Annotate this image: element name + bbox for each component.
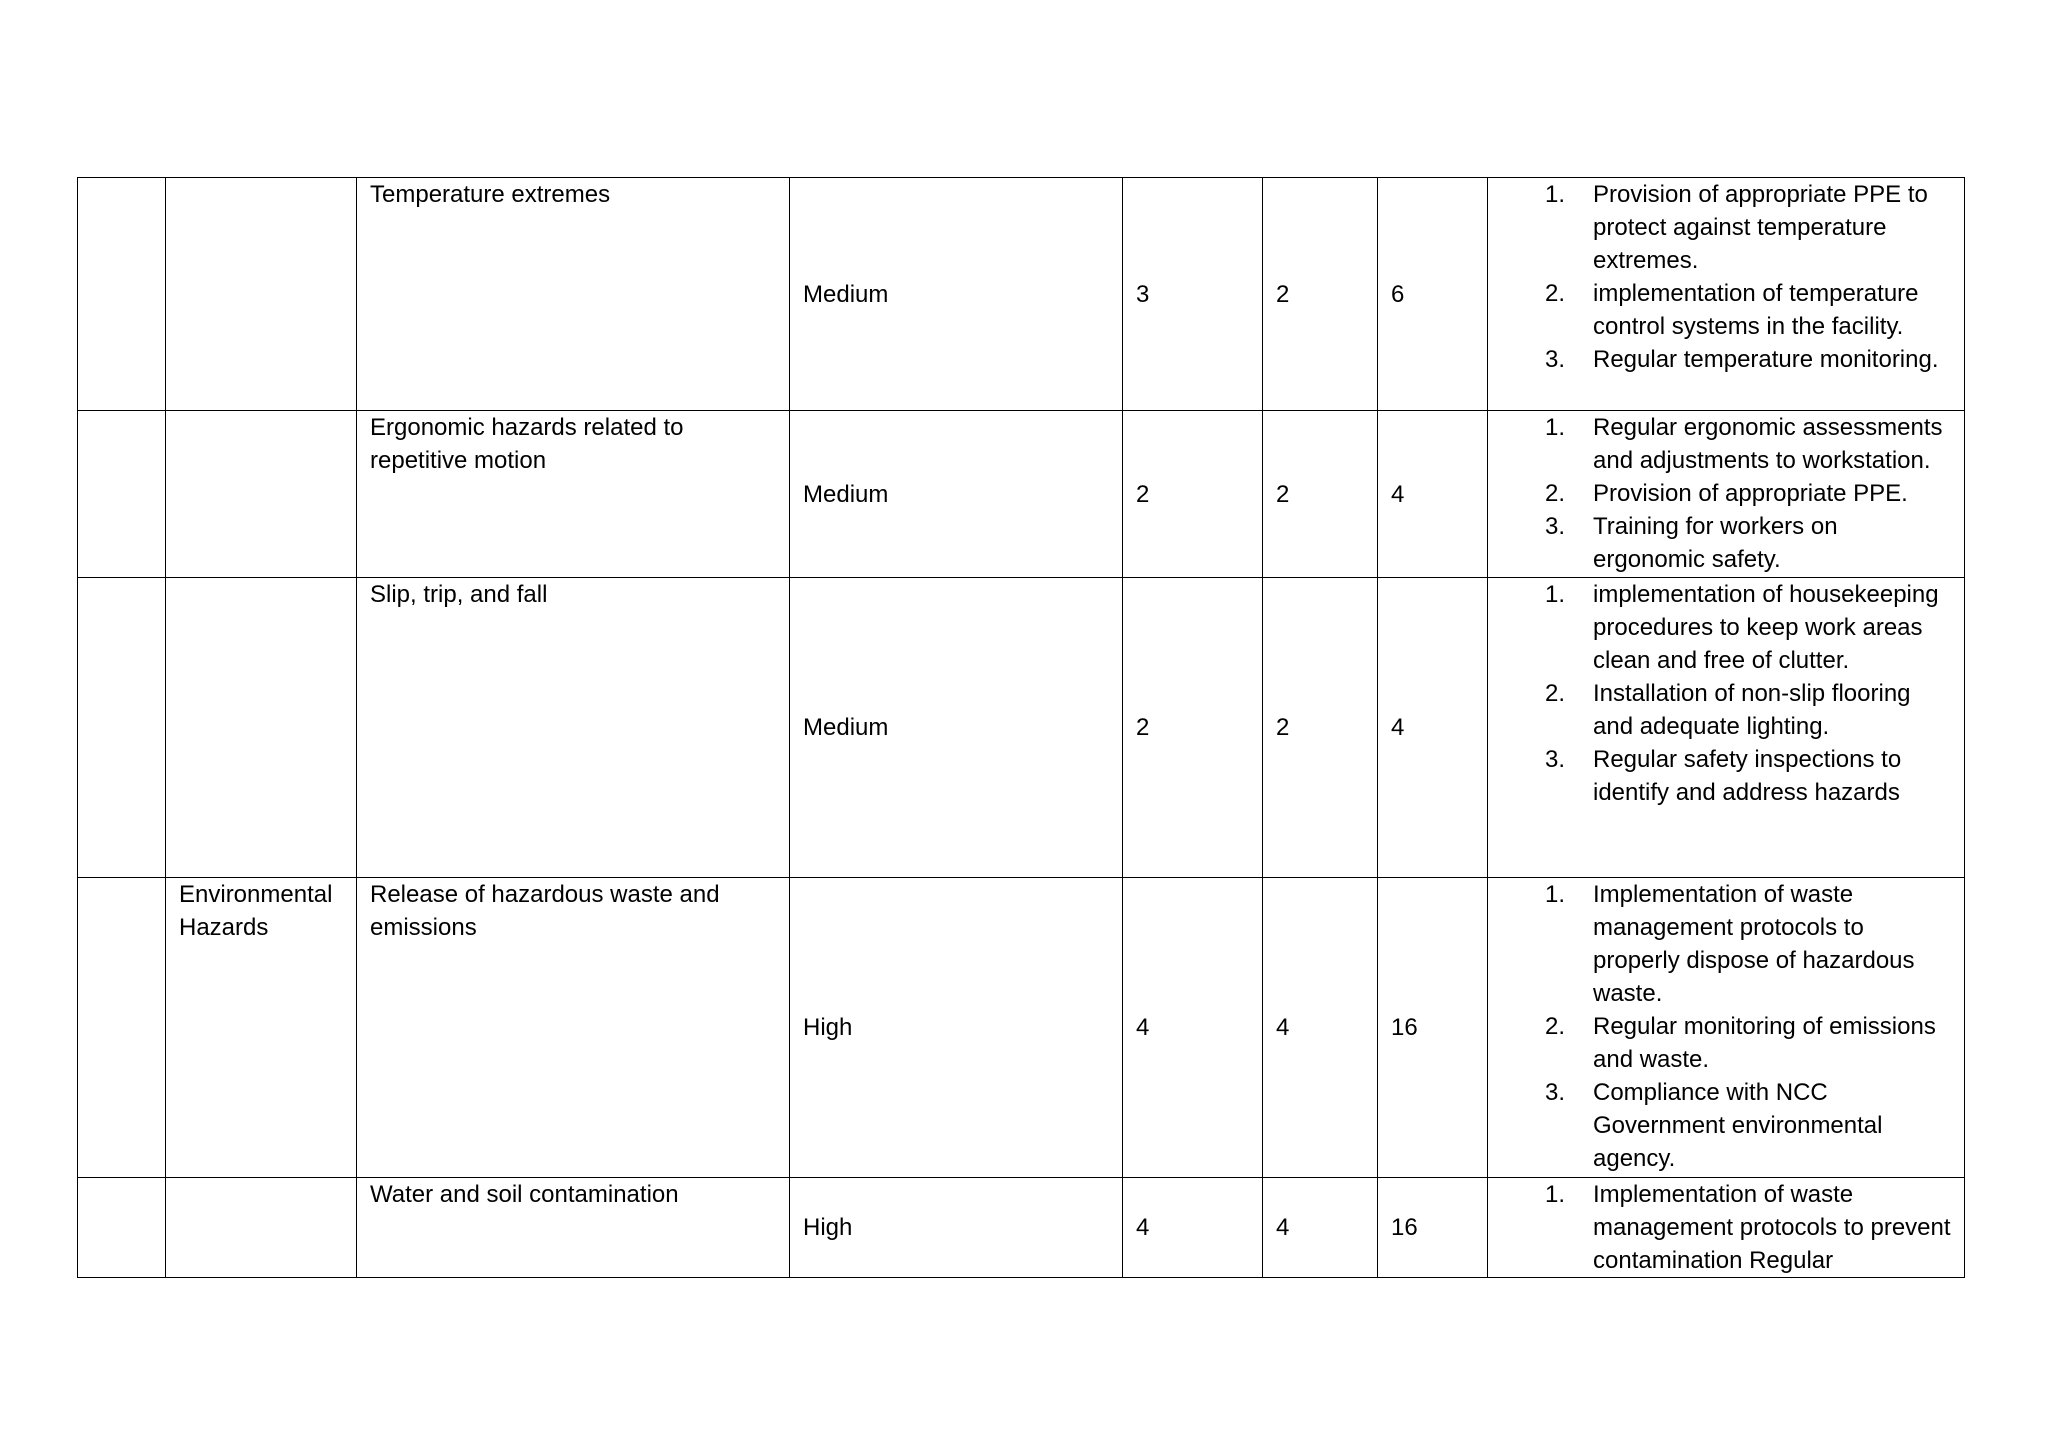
list-item-text: Compliance with NCC Government environmental agency.	[1593, 1079, 1883, 1172]
list-item	[1501, 1076, 1952, 1175]
control-measures-cell	[1488, 1178, 1965, 1278]
list-item-text: Regular temperature monitoring.	[1593, 346, 1939, 373]
severity-cell: 2	[1263, 178, 1378, 411]
table-row	[78, 878, 1965, 1178]
table-row	[78, 578, 1965, 878]
likelihood-cell: 2	[1123, 578, 1263, 878]
risk-score-cell: 6	[1378, 178, 1488, 411]
control-measures-list	[1501, 411, 1952, 576]
risk-level-cell: High	[790, 1178, 1123, 1278]
control-measures-list	[1501, 178, 1952, 376]
list-item	[1501, 411, 1952, 477]
list-item-text: implementation of temperature control systems in the facility.	[1593, 280, 1919, 340]
hazard-cell: Temperature extremes	[357, 178, 790, 411]
severity-cell: 4	[1263, 1178, 1378, 1278]
hazard-category-cell: Environmental Hazards	[166, 878, 357, 1178]
control-measures-list	[1501, 578, 1952, 809]
list-item	[1501, 1010, 1952, 1076]
list-item-number: 1.	[1545, 881, 1566, 908]
list-item-text: Provision of appropriate PPE.	[1593, 480, 1908, 507]
list-item	[1501, 1178, 1952, 1277]
control-measures-list	[1501, 878, 1952, 1175]
list-item-text: Regular monitoring of emissions and waste.	[1593, 1013, 1936, 1073]
list-item-text: Regular ergonomic assessments and adjustments to workstation.	[1593, 414, 1943, 474]
list-item	[1501, 743, 1952, 809]
list-item-text: Installation of non-slip flooring and adequate lighting.	[1593, 680, 1911, 740]
likelihood-cell: 2	[1123, 411, 1263, 578]
hazard-cell: Ergonomic hazards related to repetitive motion	[357, 411, 790, 578]
list-item-number: 3.	[1545, 1079, 1566, 1106]
risk-level-cell: Medium	[790, 578, 1123, 878]
list-item-number: 1.	[1545, 181, 1566, 208]
list-item-text: Provision of appropriate PPE to protect against temperature extremes.	[1593, 181, 1928, 274]
likelihood-cell: 4	[1123, 878, 1263, 1178]
list-item-text: Implementation of waste management protocols to properly dispose of hazardous waste.	[1593, 881, 1915, 1007]
risk-assessment-table	[77, 177, 1965, 1278]
row-number-cell	[78, 1178, 166, 1278]
list-item-text: Regular safety inspections to identify and address hazards	[1593, 746, 1902, 806]
list-item	[1501, 477, 1952, 510]
risk-score-cell: 4	[1378, 411, 1488, 578]
risk-level-cell: Medium	[790, 411, 1123, 578]
severity-cell: 2	[1263, 578, 1378, 878]
list-item-number: 2.	[1545, 280, 1566, 307]
list-item	[1501, 510, 1952, 576]
list-item-number: 3.	[1545, 346, 1566, 373]
list-item-text: implementation of housekeeping procedures to keep work areas clean and free of clutter.	[1593, 581, 1939, 674]
list-item-text: Implementation of waste management protocols to prevent contamination Regular	[1593, 1181, 1951, 1274]
control-measures-cell	[1488, 411, 1965, 578]
risk-score-cell: 16	[1378, 1178, 1488, 1278]
list-item	[1501, 343, 1952, 376]
list-item-number: 2.	[1545, 1013, 1566, 1040]
risk-score-cell: 16	[1378, 878, 1488, 1178]
severity-cell: 4	[1263, 878, 1378, 1178]
hazard-category-cell	[166, 1178, 357, 1278]
likelihood-cell: 3	[1123, 178, 1263, 411]
list-item-text: Training for workers on ergonomic safety.	[1593, 513, 1838, 573]
list-item-number: 3.	[1545, 746, 1566, 773]
severity-cell: 2	[1263, 411, 1378, 578]
control-measures-list	[1501, 1178, 1952, 1277]
list-item-number: 2.	[1545, 480, 1566, 507]
risk-level-cell: High	[790, 878, 1123, 1178]
hazard-cell: Slip, trip, and fall	[357, 578, 790, 878]
hazard-category-cell	[166, 178, 357, 411]
hazard-cell: Water and soil contamination	[357, 1178, 790, 1278]
table-row	[78, 411, 1965, 578]
list-item	[1501, 878, 1952, 1010]
control-measures-cell	[1488, 878, 1965, 1178]
row-number-cell	[78, 878, 166, 1178]
table-row	[78, 178, 1965, 411]
row-number-cell	[78, 578, 166, 878]
control-measures-cell	[1488, 578, 1965, 878]
list-item	[1501, 677, 1952, 743]
hazard-category-cell	[166, 411, 357, 578]
table-row	[78, 1178, 1965, 1278]
risk-level-cell: Medium	[790, 178, 1123, 411]
list-item-number: 3.	[1545, 513, 1566, 540]
hazard-cell: Release of hazardous waste and emissions	[357, 878, 790, 1178]
likelihood-cell: 4	[1123, 1178, 1263, 1278]
row-number-cell	[78, 411, 166, 578]
list-item-number: 1.	[1545, 1181, 1566, 1208]
hazard-category-cell	[166, 578, 357, 878]
list-item-number: 1.	[1545, 581, 1566, 608]
list-item	[1501, 578, 1952, 677]
risk-score-cell: 4	[1378, 578, 1488, 878]
list-item	[1501, 277, 1952, 343]
list-item-number: 1.	[1545, 414, 1566, 441]
list-item	[1501, 178, 1952, 277]
list-item-number: 2.	[1545, 680, 1566, 707]
row-number-cell	[78, 178, 166, 411]
control-measures-cell	[1488, 178, 1965, 411]
